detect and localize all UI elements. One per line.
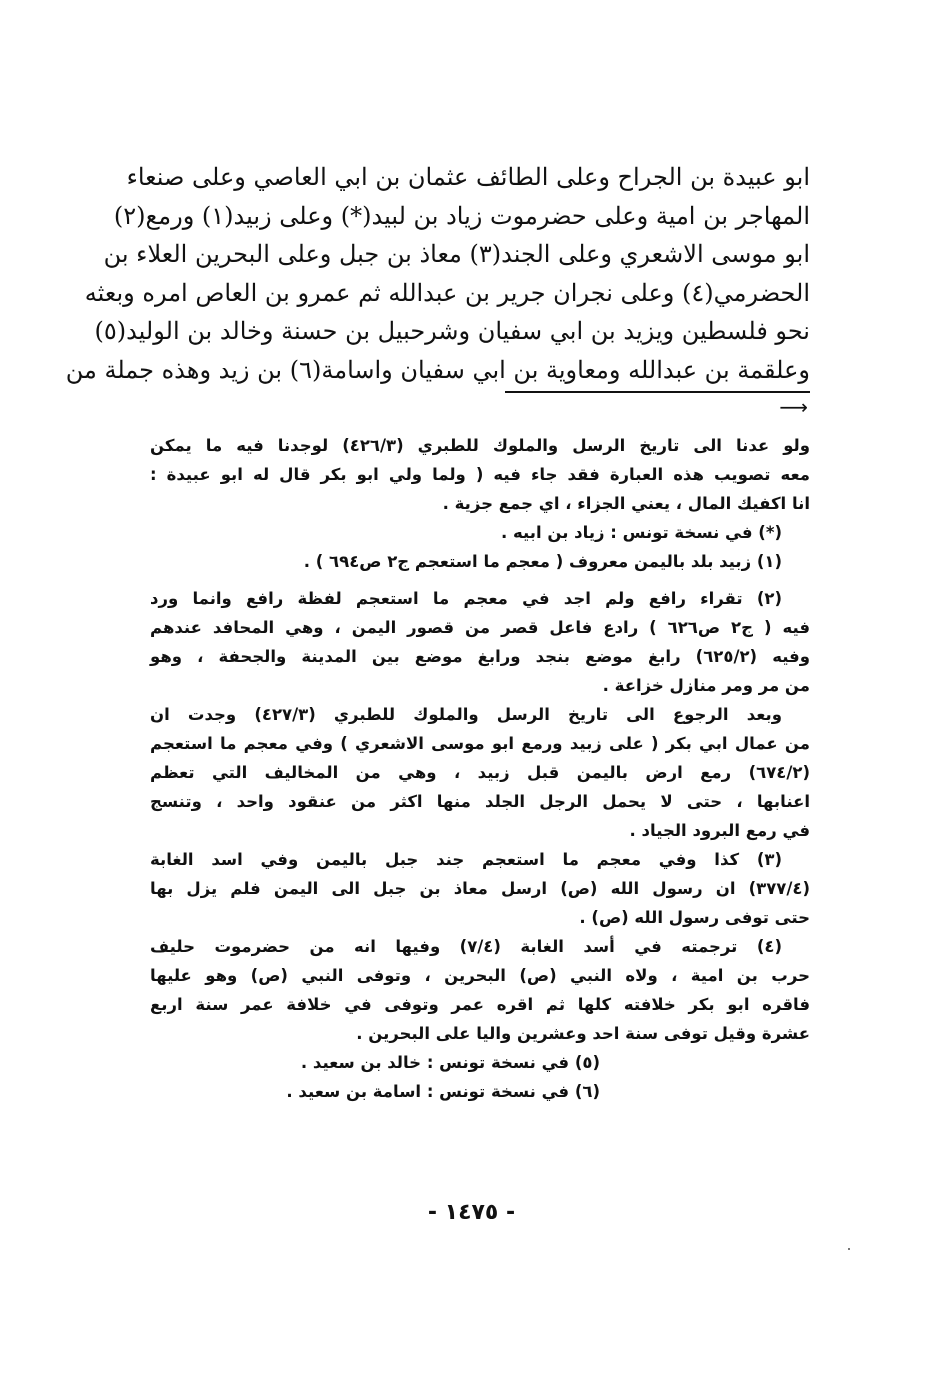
footnote-line: وفيه (٦٢٥/٢) رابغ موضع بنجد ورابغ موضع بين المدينة والجحفة ، وهو: [150, 647, 810, 666]
footnote-line: (٤) ترجمته في أسد الغابة (٧/٤) وفيها انه من حضرموت حليف: [150, 937, 782, 956]
footnote-line: (٦٧٤/٢) رمع ارض باليمن قبل زبيد ، وهي من المخاليف التي تعظم: [150, 763, 810, 782]
footnote-line: حتى توفى رسول الله (ص) .: [579, 908, 810, 927]
footnote-block: [150, 932, 810, 1048]
footnote-block: [150, 1048, 810, 1077]
footnote-line: انا اكفيك المال ، يعني الجزاء ، اي جمع جزية .: [442, 494, 810, 513]
main-text-line: وعلقمة بن عبدالله ومعاوية بن ابي سفيان واسامة(٦) بن زيد وهذه جملة من: [65, 355, 810, 384]
main-text-line: الحضرمي(٤) وعلى نجران جرير بن عبدالله ثم عمرو بن العاص امره وبعثه: [84, 278, 810, 307]
main-text-line: ابو عبيدة بن الجراح وعلى الطائف عثمان بن ابي العاصي وعلى صنعاء: [126, 163, 810, 191]
footnote-line: فيه ( ج٢ ص٦٢٦ ) رادع فاعل قصر من قصور اليمن ، وهي المحافد عندهم: [150, 618, 810, 637]
footnote-block: [150, 1077, 810, 1106]
footnote-line: (٥) في نسخة تونس : خالد بن سعيد .: [300, 1053, 600, 1072]
footnotes: [150, 431, 810, 1106]
footnote-line: (١) زبيد بلد باليمن معروف ( معجم ما استعجم ج٢ ص٦٩٤ ) .: [303, 552, 782, 571]
footnote-line: (*) في نسخة تونس : زياد بن ابيه .: [501, 523, 782, 542]
main-text-line: نحو فلسطين ويزيد بن ابي سفيان وشرحبيل بن حسنة وخالد بن الوليد(٥): [94, 317, 810, 345]
footnote-block: [150, 845, 810, 932]
footnote-block: [150, 700, 810, 845]
footnote-line: (٦) في نسخة تونس : اسامة بن سعيد .: [286, 1082, 600, 1101]
footnote-line: في رمع البرود الجياد .: [629, 821, 810, 840]
footnote-block: [150, 518, 810, 547]
page-body: [65, 158, 810, 1106]
main-text-line: المهاجر بن امية وعلى حضرموت زياد بن لبيد(*) وعلى زبيد(١) ورمع(٢): [113, 201, 810, 230]
footnote-line: اعنابها ، حتى لا يحمل الرجل الجلد منها اكثر من عنقود واحد ، وتنسج: [150, 792, 810, 811]
footnote-line: وبعد الرجوع الى تاريخ الرسل والملوك للطبري (٤٢٧/٣) وجدت ان: [150, 705, 783, 724]
footnote-line: (٣٧٧/٤) ان رسول الله (ص) ارسل معاذ بن جبل الى اليمن فلم يزل بها: [150, 879, 810, 898]
footnote-line: حرب بن امية ، ولاه النبي (ص) البحرين ، وتوفى النبي (ص) وهو عليها: [150, 966, 810, 985]
footnote-line: عشرة وقيل توفى سنة احد وعشرين واليا على البحرين .: [356, 1024, 810, 1043]
continuation-arrow: ⟶: [779, 395, 808, 419]
footnote-line: ولو عدنا الى تاريخ الرسل والملوك للطبري (٤٢٦/٣) لوجدنا فيه ما يمكن: [150, 436, 810, 455]
footnote-line: فاقره ابو بكر خلافته كلها ثم اقره عمر وتوفى في خلافة عمر سنة اربع: [150, 995, 810, 1014]
footnote-line: من عمال ابي بكر ( على زبيد ورمع ابو موسى الاشعري ) وفي معجم ما استعجم: [150, 734, 810, 753]
scan-speck: [848, 1248, 850, 1250]
main-text-line: ابو موسى الاشعري وعلى الجند(٣) معاذ بن جبل وعلى البحرين العلاء بن: [103, 240, 810, 268]
footnote-line: (٢) تقراء رافع ولم اجد في معجم ما استعجم لفظة رافع وانما ورد: [150, 589, 782, 608]
footnote-line: من مر ومر منازل خزاعة .: [602, 676, 810, 695]
main-text: [65, 158, 810, 389]
page-number: - ١٤٧٥ -: [427, 1200, 516, 1225]
footnote-block: [150, 547, 810, 576]
footnote-block: [150, 584, 810, 700]
footnote-line: (٣) كذا وفي معجم ما استعجم جند جبل باليمن وفي اسد الغابة: [150, 850, 782, 869]
footnote-line: معه تصويب هذه العبارة فقد جاء فيه ( ولما ولي ابو بكر قال له ابو عبيدة :: [150, 465, 810, 484]
footnote-separator: [505, 391, 810, 393]
footnote-block: [150, 431, 810, 518]
